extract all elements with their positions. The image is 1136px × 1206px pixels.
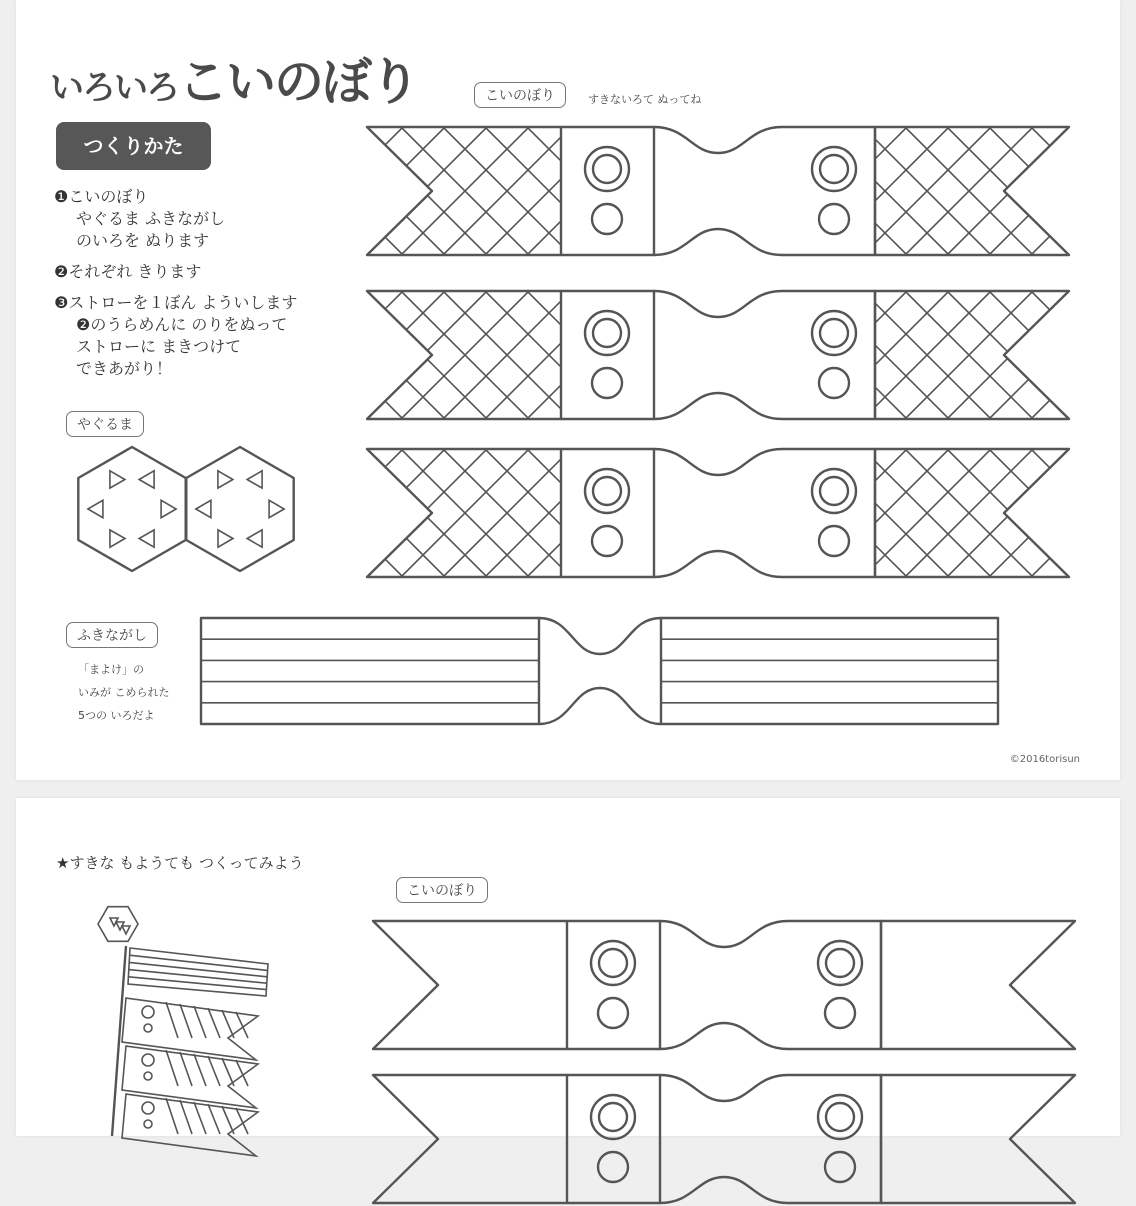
eye-right-inner xyxy=(820,319,848,347)
mini-scale xyxy=(194,1006,206,1038)
page-title xyxy=(50,42,418,114)
band-left xyxy=(201,618,539,724)
pinch-top xyxy=(539,618,661,654)
assembled-shape xyxy=(98,907,268,1156)
instruction-text: ★すきな もようても つくってみよう xyxy=(56,854,304,872)
tail-left xyxy=(373,1075,567,1203)
strip-bottom xyxy=(654,551,782,577)
mini-scale xyxy=(222,1106,234,1134)
step-1 xyxy=(54,186,297,252)
fukinagashi-note xyxy=(78,658,170,727)
step-marker: ❷ xyxy=(54,262,69,281)
mini-scale xyxy=(194,1102,206,1134)
koinobori-hint: すきないろて ぬってね xyxy=(588,93,702,106)
eye-right-outer xyxy=(812,311,856,355)
eye-left-inner xyxy=(599,949,627,977)
note-line: 「まよけ」の xyxy=(78,663,144,676)
eye-left-inner xyxy=(593,319,621,347)
step-line: やぐるま ふきながし xyxy=(76,209,226,228)
triangle-window xyxy=(247,530,262,547)
mini-fish-body xyxy=(122,998,258,1060)
mini-triangle xyxy=(122,926,130,934)
blank-koinobori-template-1 xyxy=(372,920,1077,1052)
mini-fish-body xyxy=(122,1046,258,1108)
mini-fish-eye xyxy=(142,1102,154,1114)
koinobori-shape xyxy=(373,921,1075,1049)
eye-right-outer xyxy=(818,1095,862,1139)
eye-left-lower xyxy=(592,526,622,556)
koinobori-shape xyxy=(373,1075,1075,1203)
fukinagashi-shape xyxy=(201,618,998,724)
triangle-window xyxy=(247,471,262,488)
eye-left-inner xyxy=(599,1103,627,1131)
mini-fish-dot xyxy=(144,1120,152,1128)
eye-right-outer xyxy=(812,147,856,191)
pinch-bottom xyxy=(539,688,661,724)
mini-fish-body xyxy=(122,1094,258,1156)
eye-right-inner xyxy=(820,155,848,183)
assembled-koinobori-illustration xyxy=(78,906,268,1136)
eye-right-outer xyxy=(818,941,862,985)
tail-right xyxy=(881,1075,1075,1203)
eye-right-lower xyxy=(819,368,849,398)
triangle-window xyxy=(269,500,284,517)
strip-top xyxy=(654,291,782,317)
eye-left-outer xyxy=(585,469,629,513)
fukinagashi-template xyxy=(200,616,1000,728)
mini-scale xyxy=(166,1050,178,1086)
eye-left-inner xyxy=(593,477,621,505)
worksheet-page-2 xyxy=(16,798,1120,1136)
howto-badge: つくりかた xyxy=(56,122,211,170)
triangle-window xyxy=(196,500,211,517)
eye-left-lower xyxy=(598,998,628,1028)
mini-scale xyxy=(208,1104,220,1134)
triangle-window xyxy=(218,471,233,488)
mini-fish xyxy=(122,1046,258,1108)
howto-steps xyxy=(54,186,297,389)
mini-stripe xyxy=(129,962,267,976)
step-2 xyxy=(54,261,297,283)
koinobori-template-1 xyxy=(366,126,1071,258)
mini-yaguruma xyxy=(98,907,138,942)
mini-fish xyxy=(122,1094,258,1156)
eye-left-lower xyxy=(592,368,622,398)
copyright: ©2016torisun xyxy=(1009,754,1080,765)
eye-right-lower xyxy=(825,998,855,1028)
eye-left-inner xyxy=(593,155,621,183)
step-line: ストローに まきつけて xyxy=(76,337,242,356)
strip-bottom xyxy=(660,1177,788,1203)
mini-scale xyxy=(222,1010,234,1038)
mini-stripe xyxy=(130,955,268,970)
mini-scale xyxy=(180,1100,192,1134)
mini-stripe xyxy=(129,970,267,984)
worksheet-page-1 xyxy=(16,0,1120,780)
triangle-window xyxy=(110,530,125,547)
note-line: いみが こめられた xyxy=(78,686,170,699)
koinobori-template-3 xyxy=(366,448,1071,580)
triangle-window xyxy=(161,500,176,517)
koinobori-label: こいのぼり xyxy=(474,82,566,108)
eye-left-outer xyxy=(585,311,629,355)
blank-koinobori-template-2 xyxy=(372,1074,1077,1206)
koinobori-label-2: こいのぼり xyxy=(396,877,488,903)
step-line: のいろを ぬります xyxy=(76,231,210,250)
triangle-window xyxy=(218,530,233,547)
mini-scale xyxy=(194,1054,206,1086)
triangle-window xyxy=(139,530,154,547)
step-marker: ❸ xyxy=(54,293,69,312)
strip-bottom xyxy=(660,1023,788,1049)
step-line: それぞれ きります xyxy=(68,262,202,281)
mini-fish-dot xyxy=(144,1072,152,1080)
mini-fish-eye xyxy=(142,1054,154,1066)
mini-stripe xyxy=(128,977,266,990)
note-line: 5つの いろだよ xyxy=(78,709,155,722)
step-line: ❷のうらめんに のりをぬって xyxy=(76,315,288,334)
eye-right-inner xyxy=(820,477,848,505)
eye-left-outer xyxy=(591,941,635,985)
triangle-window xyxy=(110,471,125,488)
mini-scale xyxy=(180,1004,192,1038)
eye-right-inner xyxy=(826,949,854,977)
step-line: ストローを１ぼん よういします xyxy=(68,293,298,312)
mini-scale xyxy=(222,1058,234,1086)
step-3 xyxy=(54,292,297,380)
mini-scale xyxy=(166,1002,178,1038)
mini-scale xyxy=(166,1098,178,1134)
hexagon xyxy=(78,447,185,571)
eye-right-lower xyxy=(819,204,849,234)
yaguruma-label: やぐるま xyxy=(66,411,144,437)
mini-fish-dot xyxy=(144,1024,152,1032)
mini-fish-eye xyxy=(142,1006,154,1018)
triangle-window xyxy=(88,500,103,517)
strip-top xyxy=(660,921,788,947)
eye-right-lower xyxy=(825,1152,855,1182)
title-main: こいのぼり xyxy=(178,53,418,111)
step-line: こいのぼり xyxy=(68,187,149,206)
strip-top xyxy=(660,1075,788,1101)
fukinagashi-label: ふきながし xyxy=(66,622,158,648)
strip-bottom xyxy=(654,393,782,419)
mini-scale xyxy=(208,1056,220,1086)
eye-right-lower xyxy=(819,526,849,556)
mini-scale xyxy=(180,1052,192,1086)
step-line: できあがり！ xyxy=(76,359,173,378)
band-right xyxy=(661,618,998,724)
step-marker: ❶ xyxy=(54,187,69,206)
eye-left-lower xyxy=(598,1152,628,1182)
eye-left-outer xyxy=(585,147,629,191)
pole xyxy=(112,946,126,1136)
hexagon xyxy=(186,447,293,571)
eye-left-lower xyxy=(592,204,622,234)
triangle-window xyxy=(139,471,154,488)
yaguruma-template xyxy=(68,454,303,566)
title-prefix: いろいろ xyxy=(50,68,178,108)
tail-left xyxy=(373,921,567,1049)
tail-right xyxy=(881,921,1075,1049)
yaguruma-shape xyxy=(78,447,293,571)
mini-fish xyxy=(122,998,258,1060)
eye-right-inner xyxy=(826,1103,854,1131)
strip-top xyxy=(654,449,782,475)
eye-left-outer xyxy=(591,1095,635,1139)
mini-scale xyxy=(208,1008,220,1038)
eye-right-outer xyxy=(812,469,856,513)
strip-top xyxy=(654,127,782,153)
strip-bottom xyxy=(654,229,782,255)
koinobori-template-2 xyxy=(366,290,1071,422)
